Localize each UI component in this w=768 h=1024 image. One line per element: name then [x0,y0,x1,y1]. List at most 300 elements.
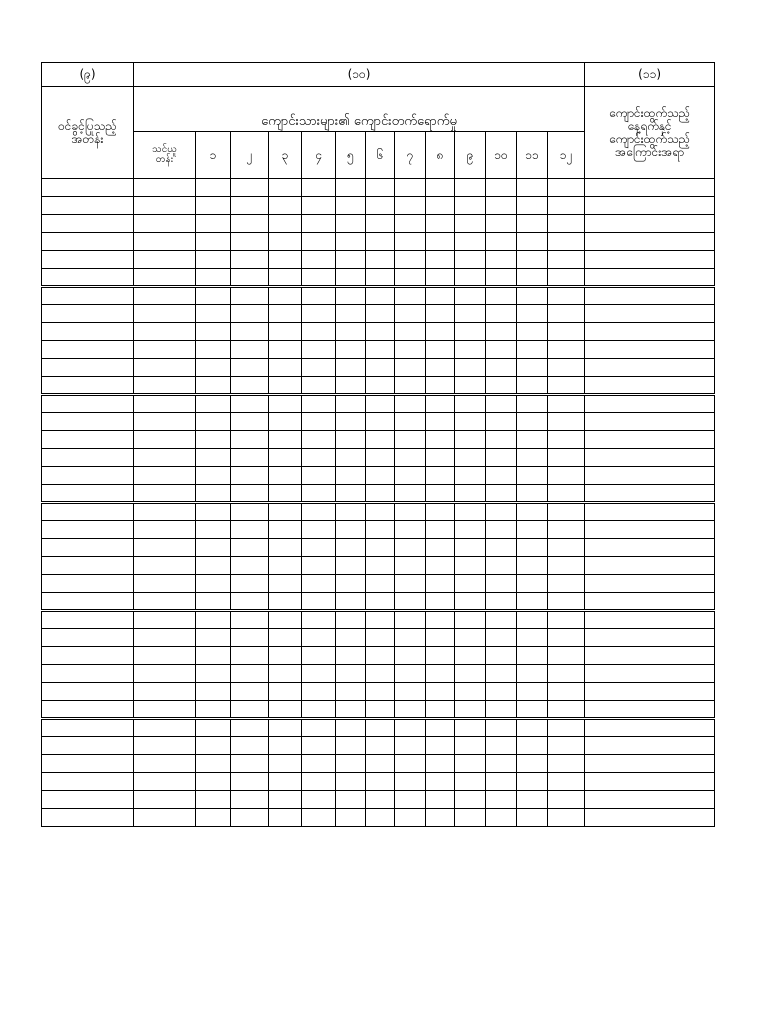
table-cell [366,449,395,467]
table-cell [42,665,134,683]
table-cell [548,269,585,287]
table-cell [269,557,302,575]
month-header: ၁ [196,132,231,179]
table-cell [517,269,548,287]
table-cell [548,683,585,701]
table-cell [42,395,134,413]
table-cell [42,323,134,341]
table-cell [548,215,585,233]
table-cell [269,629,302,647]
table-cell [426,719,455,737]
table-cell [336,251,366,269]
table-cell [134,503,196,521]
table-cell [134,269,196,287]
table-cell [395,683,426,701]
col11-number: (၁၁) [585,63,715,87]
table-cell [134,629,196,647]
table-cell [395,575,426,593]
table-cell [366,701,395,719]
table-cell [302,215,336,233]
table-cell [366,539,395,557]
table-cell [548,287,585,305]
table-cell [548,485,585,503]
table-cell [302,377,336,395]
table-cell [585,539,715,557]
table-cell [336,575,366,593]
total-header [134,132,196,179]
table-cell [455,395,486,413]
table-cell [231,359,269,377]
table-cell [517,413,548,431]
table-cell [302,467,336,485]
month-header: ၃ [269,132,302,179]
table-cell [336,755,366,773]
table-cell [134,593,196,611]
table-cell [336,287,366,305]
table-cell [42,485,134,503]
table-cell [426,557,455,575]
table-cell [486,287,517,305]
table-cell [548,413,585,431]
table-cell [395,215,426,233]
table-cell [455,233,486,251]
table-cell [196,467,231,485]
table-cell [269,395,302,413]
table-cell [426,683,455,701]
table-cell [585,413,715,431]
table-cell [302,197,336,215]
table-cell [455,575,486,593]
table-cell [302,593,336,611]
table-cell [395,719,426,737]
table-cell [134,755,196,773]
table-cell [366,773,395,791]
table-cell [42,233,134,251]
table-cell [517,323,548,341]
table-cell [336,485,366,503]
table-cell [269,233,302,251]
table-cell [395,539,426,557]
table-cell [196,305,231,323]
table-cell [196,449,231,467]
table-cell [585,683,715,701]
table-cell [231,773,269,791]
table-cell [196,701,231,719]
table-row [42,665,715,683]
table-cell [395,251,426,269]
table-cell [42,521,134,539]
record-table [41,62,715,827]
table-cell [269,575,302,593]
table-cell [585,269,715,287]
table-cell [134,377,196,395]
table-cell [302,719,336,737]
table-cell [42,809,134,827]
table-cell [336,341,366,359]
table-cell [548,179,585,197]
table-row [42,467,715,485]
table-row [42,359,715,377]
table-cell [426,287,455,305]
table-cell [426,773,455,791]
table-cell [231,503,269,521]
table-cell [486,521,517,539]
table-cell [134,323,196,341]
table-cell [517,557,548,575]
table-cell [585,575,715,593]
table-cell [269,413,302,431]
table-cell [231,197,269,215]
table-cell [548,665,585,683]
table-cell [366,323,395,341]
table-cell [366,503,395,521]
table-cell [585,647,715,665]
table-cell [269,449,302,467]
table-cell [486,197,517,215]
table-cell [336,503,366,521]
table-cell [196,413,231,431]
table-cell [196,683,231,701]
table-cell [366,719,395,737]
table-cell [42,179,134,197]
table-cell [517,719,548,737]
table-cell [366,197,395,215]
table-cell [517,305,548,323]
table-cell [366,521,395,539]
table-cell [455,809,486,827]
table-cell [517,359,548,377]
table-cell [42,755,134,773]
table-cell [302,323,336,341]
table-cell [548,503,585,521]
table-cell [585,323,715,341]
table-cell [231,701,269,719]
table-cell [395,359,426,377]
table-cell [269,683,302,701]
table-cell [231,449,269,467]
table-cell [269,323,302,341]
table-cell [486,575,517,593]
table-row [42,431,715,449]
table-cell [455,431,486,449]
table-cell [426,701,455,719]
table-cell [302,521,336,539]
table-cell [548,755,585,773]
table-row [42,377,715,395]
table-cell [269,809,302,827]
table-cell [269,611,302,629]
table-cell [395,611,426,629]
table-cell [231,377,269,395]
table-cell [134,539,196,557]
table-cell [517,791,548,809]
table-cell [134,701,196,719]
table-cell [196,755,231,773]
table-cell [231,233,269,251]
table-cell [231,737,269,755]
admitted-class-label: ဝင်ခွင့်ပြုသည့် အတန်း [58,118,117,146]
table-cell [196,269,231,287]
table-cell [395,377,426,395]
table-cell [366,377,395,395]
table-cell [486,485,517,503]
table-cell [42,449,134,467]
table-cell [302,791,336,809]
table-cell [548,791,585,809]
table-cell [231,431,269,449]
table-cell [336,557,366,575]
table-cell [336,701,366,719]
table-cell [42,269,134,287]
table-cell [134,575,196,593]
table-cell [42,791,134,809]
table-cell [302,395,336,413]
table-cell [517,809,548,827]
table-cell [585,197,715,215]
table-cell [585,629,715,647]
table-cell [517,683,548,701]
table-cell [486,305,517,323]
table-cell [42,701,134,719]
table-cell [269,647,302,665]
table-row [42,449,715,467]
table-row [42,413,715,431]
table-cell [366,413,395,431]
table-cell [196,323,231,341]
leaving-label: ကျောင်းထွက်သည့် နေ့ရက်နှင့် ကျောင်းထွက်သည့် အကြောင်းအရာ [608,105,691,159]
table-cell [517,377,548,395]
table-cell [336,719,366,737]
table-cell [336,809,366,827]
table-cell [366,737,395,755]
month-header: ၁၁ [517,132,548,179]
table-cell [395,791,426,809]
table-cell [134,809,196,827]
table-cell [231,557,269,575]
table-cell [134,359,196,377]
table-cell [231,251,269,269]
table-cell [302,737,336,755]
table-cell [395,341,426,359]
table-cell [486,665,517,683]
table-cell [426,395,455,413]
table-cell [42,503,134,521]
table-cell [336,665,366,683]
table-cell [336,413,366,431]
table-cell [585,359,715,377]
table-cell [517,521,548,539]
table-cell [517,467,548,485]
table-cell [585,521,715,539]
table-cell [486,341,517,359]
month-header: ၁၂ [548,132,585,179]
table-cell [455,341,486,359]
table-row [42,395,715,413]
table-cell [517,251,548,269]
table-cell [548,305,585,323]
table-cell [366,593,395,611]
table-cell [269,287,302,305]
table-cell [134,251,196,269]
table-cell [426,215,455,233]
month-header: ၇ [395,132,426,179]
month-header: ၉ [455,132,486,179]
table-cell [302,647,336,665]
table-cell [486,593,517,611]
table-cell [395,197,426,215]
table-cell [42,287,134,305]
table-cell [336,197,366,215]
table-cell [134,557,196,575]
table-cell [336,305,366,323]
table-cell [302,773,336,791]
table-cell [455,251,486,269]
month-header: ၅ [336,132,366,179]
table-cell [517,233,548,251]
table-cell [302,269,336,287]
table-cell [302,179,336,197]
table-cell [486,683,517,701]
table-cell [585,215,715,233]
table-cell [517,701,548,719]
table-cell [486,413,517,431]
table-cell [366,215,395,233]
table-cell [231,521,269,539]
table-cell [302,683,336,701]
table-cell [455,593,486,611]
month-header: ၆ [366,132,395,179]
table-cell [486,449,517,467]
table-cell [231,179,269,197]
table-cell [336,593,366,611]
table-cell [548,593,585,611]
table-cell [196,359,231,377]
table-cell [548,395,585,413]
table-cell [455,179,486,197]
table-cell [455,719,486,737]
table-cell [366,683,395,701]
table-cell [336,215,366,233]
table-cell [269,179,302,197]
table-cell [455,449,486,467]
table-row [42,737,715,755]
table-cell [548,701,585,719]
table-cell [302,809,336,827]
table-cell [395,269,426,287]
table-cell [455,197,486,215]
table-cell [366,791,395,809]
table-cell [269,197,302,215]
table-cell [517,179,548,197]
table-cell [455,557,486,575]
table-cell [336,683,366,701]
table-cell [585,791,715,809]
table-cell [585,251,715,269]
table-cell [269,665,302,683]
table-cell [426,269,455,287]
table-cell [585,287,715,305]
table-row [42,485,715,503]
table-cell [196,539,231,557]
table-row [42,215,715,233]
table-cell [196,737,231,755]
table-cell [231,539,269,557]
table-cell [134,449,196,467]
table-cell [196,575,231,593]
table-cell [302,413,336,431]
table-cell [426,665,455,683]
table-cell [426,359,455,377]
table-cell [455,647,486,665]
table-cell [585,305,715,323]
table-cell [585,467,715,485]
table-cell [196,251,231,269]
table-cell [486,323,517,341]
table-row [42,755,715,773]
col10-number: (၁၀) [134,63,585,87]
table-cell [517,665,548,683]
table-cell [302,305,336,323]
table-cell [42,341,134,359]
table-cell [42,413,134,431]
table-cell [455,611,486,629]
table-cell [548,359,585,377]
table-cell [426,503,455,521]
table-cell [395,647,426,665]
table-cell [231,341,269,359]
table-cell [426,755,455,773]
table-cell [517,341,548,359]
table-cell [426,233,455,251]
table-cell [196,629,231,647]
table-cell [336,467,366,485]
table-cell [395,737,426,755]
table-cell [455,359,486,377]
table-cell [455,215,486,233]
table-cell [196,611,231,629]
table-cell [336,359,366,377]
table-cell [336,449,366,467]
table-cell [231,575,269,593]
table-cell [455,755,486,773]
table-cell [548,737,585,755]
table-cell [455,269,486,287]
table-cell [42,647,134,665]
table-cell [302,539,336,557]
table-cell [486,395,517,413]
month-header: ၈ [426,132,455,179]
table-cell [269,755,302,773]
table-cell [269,773,302,791]
leaving-header [585,87,715,179]
table-cell [486,611,517,629]
table-cell [426,251,455,269]
table-cell [42,539,134,557]
table-cell [517,449,548,467]
table-cell [42,575,134,593]
table-cell [196,593,231,611]
table-cell [42,611,134,629]
table-cell [517,611,548,629]
table-cell [395,755,426,773]
table-cell [231,809,269,827]
table-cell [196,215,231,233]
table-cell [455,323,486,341]
table-cell [269,431,302,449]
table-cell [486,755,517,773]
table-cell [455,413,486,431]
table-cell [395,629,426,647]
